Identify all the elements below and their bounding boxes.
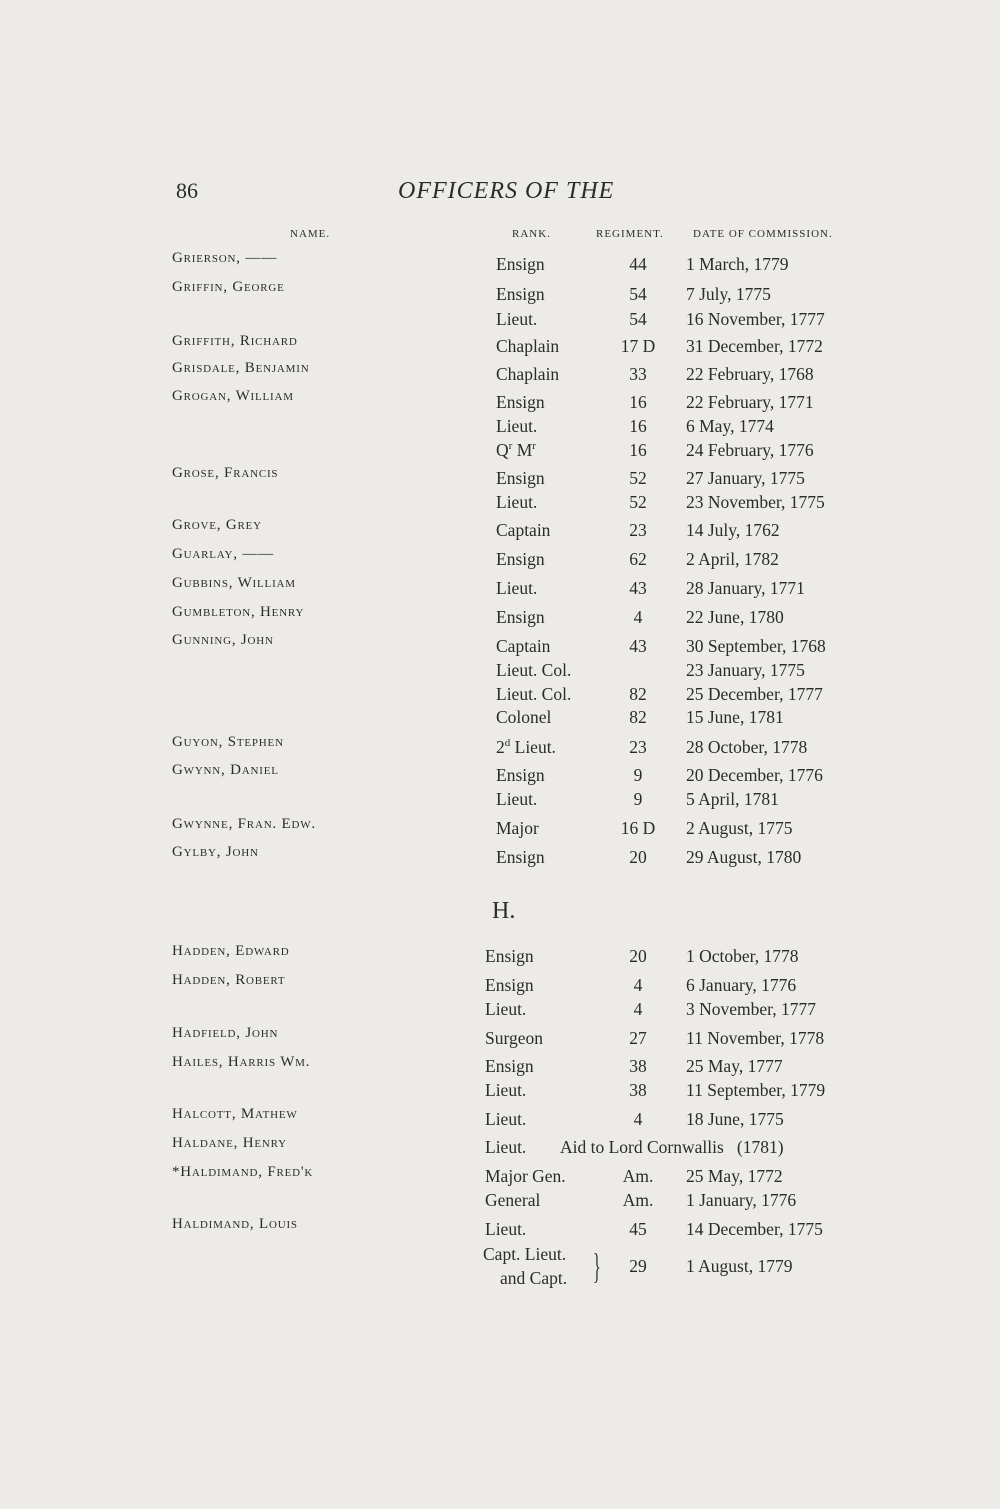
rank-cell: Ensign xyxy=(485,975,534,995)
rank-cell: 2$^d$ Lieut. xyxy=(496,737,556,757)
commission-date: 3 November, 1777 xyxy=(686,999,817,1019)
rank-cell: and Capt. xyxy=(500,1268,568,1288)
regiment-cell: 52 xyxy=(629,492,647,512)
regiment-cell: 54 xyxy=(629,309,647,329)
commission-date: 2 April, 1782 xyxy=(686,549,779,569)
commission-date: 31 December, 1772 xyxy=(686,336,823,356)
commission-date: 15 June, 1781 xyxy=(686,707,784,727)
officer-name: Haldane, Henry xyxy=(172,1135,287,1151)
regiment-cell: 16 xyxy=(629,440,647,460)
column-header-name: NAME. xyxy=(290,228,331,240)
regiment-cell: 4 xyxy=(633,975,643,995)
regiment-cell: 45 xyxy=(629,1219,647,1239)
commission-date: 18 June, 1775 xyxy=(686,1109,784,1129)
rank-cell: $Q^r$ $M^r$ xyxy=(496,440,536,460)
regiment-cell: 82 xyxy=(629,684,647,704)
rank-cell: Ensign xyxy=(496,847,545,867)
commission-date: 28 October, 1778 xyxy=(686,737,808,757)
regiment-cell: 23 xyxy=(629,737,647,757)
officer-name: Hadfield, John xyxy=(172,1025,279,1041)
rank-cell: Major xyxy=(496,818,539,838)
officer-name: Grogan, William xyxy=(172,388,294,404)
rank-cell: Lieut. xyxy=(496,578,538,598)
rank-cell: Captain xyxy=(496,520,551,540)
rank-cell: Lieut. xyxy=(485,1080,527,1100)
commission-date: 22 June, 1780 xyxy=(686,607,784,627)
running-head: OFFICERS OF THE xyxy=(398,178,615,204)
regiment-cell: 9 xyxy=(633,789,643,809)
rank-cell: Ensign xyxy=(485,946,534,966)
commission-date: 2 August, 1775 xyxy=(686,818,793,838)
officer-name: *Haldimand, Fred'k xyxy=(172,1164,314,1180)
regiment-cell: 54 xyxy=(629,284,647,304)
officer-name: Hadden, Robert xyxy=(172,972,286,988)
commission-date: 20 December, 1776 xyxy=(686,765,823,785)
rank-cell: Lieut. xyxy=(485,1219,527,1239)
commission-date: 27 January, 1775 xyxy=(686,468,805,488)
commission-date: 30 September, 1768 xyxy=(686,636,826,656)
regiment-cell: 43 xyxy=(629,578,647,598)
rank-cell: Colonel xyxy=(496,707,552,727)
officer-name: Grose, Francis xyxy=(172,465,279,481)
rank-cell: Ensign xyxy=(496,607,545,627)
rank-cell: Surgeon xyxy=(485,1028,544,1048)
commission-date: 24 February, 1776 xyxy=(686,440,814,460)
officer-name: Guarlay, —— xyxy=(172,546,274,562)
regiment-cell: 4 xyxy=(633,607,643,627)
regiment-cell: 27 xyxy=(629,1028,647,1048)
commission-date: 14 July, 1762 xyxy=(686,520,780,540)
rank-cell: Ensign xyxy=(485,1056,534,1076)
commission-date: 6 January, 1776 xyxy=(686,975,797,995)
regiment-cell: 9 xyxy=(633,765,643,785)
officer-name: Grierson, —— xyxy=(172,250,277,266)
regiment-cell: 4 xyxy=(633,999,643,1019)
rank-cell: Lieut. xyxy=(485,999,527,1019)
rank-cell: Lieut. xyxy=(496,789,538,809)
commission-date: 11 September, 1779 xyxy=(686,1080,826,1100)
page-number: 86 xyxy=(176,178,198,203)
commission-date: 11 November, 1778 xyxy=(686,1028,825,1048)
regiment-cell: 16 xyxy=(629,392,647,412)
commission-date: 7 July, 1775 xyxy=(686,284,771,304)
officer-name: Griffin, George xyxy=(172,279,285,295)
officer-name: Guyon, Stephen xyxy=(172,734,284,750)
officer-name: Grove, Grey xyxy=(172,517,262,533)
commission-date: 1 March, 1779 xyxy=(686,254,789,274)
regiment-cell: 16 D xyxy=(620,818,656,838)
rank-cell: Capt. Lieut. xyxy=(483,1244,567,1264)
commission-date: 25 May, 1772 xyxy=(686,1166,783,1186)
commission-date: 1 October, 1778 xyxy=(686,946,799,966)
commission-date: 28 January, 1771 xyxy=(686,578,805,598)
officer-name: Griffith, Richard xyxy=(172,333,298,349)
commission-date: 23 January, 1775 xyxy=(686,660,805,680)
commission-date: 29 August, 1780 xyxy=(686,847,802,867)
officer-name: Hadden, Edward xyxy=(172,943,290,959)
regiment-cell: 62 xyxy=(629,549,647,569)
regiment-cell: 43 xyxy=(629,636,647,656)
regiment-cell: 20 xyxy=(629,847,647,867)
column-header-date: DATE OF COMMISSION. xyxy=(693,228,833,240)
regiment-cell: 38 xyxy=(629,1056,647,1076)
commission-date: 22 February, 1771 xyxy=(686,392,814,412)
commission-date: 1 August, 1779 xyxy=(686,1256,793,1276)
officer-name: Gubbins, William xyxy=(172,575,296,591)
commission-date: 1 January, 1776 xyxy=(686,1190,797,1210)
regiment-cell: 29 xyxy=(629,1256,647,1276)
rank-cell: Chaplain xyxy=(496,364,560,384)
commission-date: 5 April, 1781 xyxy=(686,789,779,809)
rank-cell: Ensign xyxy=(496,468,545,488)
rank-cell: Lieut. Col. xyxy=(496,684,572,704)
officer-name: Grisdale, Benjamin xyxy=(172,360,310,376)
column-header-rank: RANK. xyxy=(512,228,551,240)
commission-date: 23 November, 1775 xyxy=(686,492,825,512)
officer-name: Gylby, John xyxy=(172,844,259,860)
regiment-cell: Am. xyxy=(622,1190,654,1210)
regiment-cell: 4 xyxy=(633,1109,643,1129)
regiment-cell: 20 xyxy=(629,946,647,966)
officer-name: Haldimand, Louis xyxy=(172,1216,298,1232)
section-letter: H. xyxy=(492,898,516,924)
commission-note: Aid to Lord Cornwallis (1781) xyxy=(560,1137,784,1157)
officer-name: Gumbleton, Henry xyxy=(172,604,305,620)
commission-date: 6 May, 1774 xyxy=(686,416,774,436)
commission-date: 14 December, 1775 xyxy=(686,1219,823,1239)
rank-cell: Ensign xyxy=(496,254,545,274)
regiment-cell: 82 xyxy=(629,707,647,727)
brace-glyph: } xyxy=(593,1246,601,1286)
rank-cell: Lieut. xyxy=(496,492,538,512)
commission-date: 16 November, 1777 xyxy=(686,309,825,329)
regiment-cell: 16 xyxy=(629,416,647,436)
officer-name: Gwynne, Fran. Edw. xyxy=(172,816,316,832)
regiment-cell: 23 xyxy=(629,520,647,540)
regiment-cell: 17 D xyxy=(620,336,656,356)
rank-cell: Major Gen. xyxy=(485,1166,566,1186)
regiment-cell: 52 xyxy=(629,468,647,488)
officer-name: Gwynn, Daniel xyxy=(172,762,279,778)
rank-cell: Lieut. xyxy=(485,1137,527,1157)
rank-cell: Lieut. Col. xyxy=(496,660,572,680)
rank-cell: Ensign xyxy=(496,549,545,569)
regiment-cell: 44 xyxy=(629,254,647,274)
commission-date: 25 May, 1777 xyxy=(686,1056,783,1076)
regiment-cell: 33 xyxy=(629,364,647,384)
rank-cell: Lieut. xyxy=(496,416,538,436)
rank-cell: Chaplain xyxy=(496,336,560,356)
rank-cell: Ensign xyxy=(496,392,545,412)
commission-date: 25 December, 1777 xyxy=(686,684,823,704)
regiment-cell: 38 xyxy=(629,1080,647,1100)
rank-cell: Lieut. xyxy=(485,1109,527,1129)
officer-name: Halcott, Mathew xyxy=(172,1106,298,1122)
column-header-regiment: REGIMENT. xyxy=(596,228,664,240)
commission-date: 22 February, 1768 xyxy=(686,364,814,384)
rank-cell: Captain xyxy=(496,636,551,656)
rank-cell: Ensign xyxy=(496,765,545,785)
officer-name: Gunning, John xyxy=(172,632,274,648)
rank-cell: General xyxy=(485,1190,541,1210)
rank-cell: Lieut. xyxy=(496,309,538,329)
rank-cell: Ensign xyxy=(496,284,545,304)
officer-name: Hailes, Harris Wm. xyxy=(172,1054,311,1070)
regiment-cell: Am. xyxy=(622,1166,654,1186)
